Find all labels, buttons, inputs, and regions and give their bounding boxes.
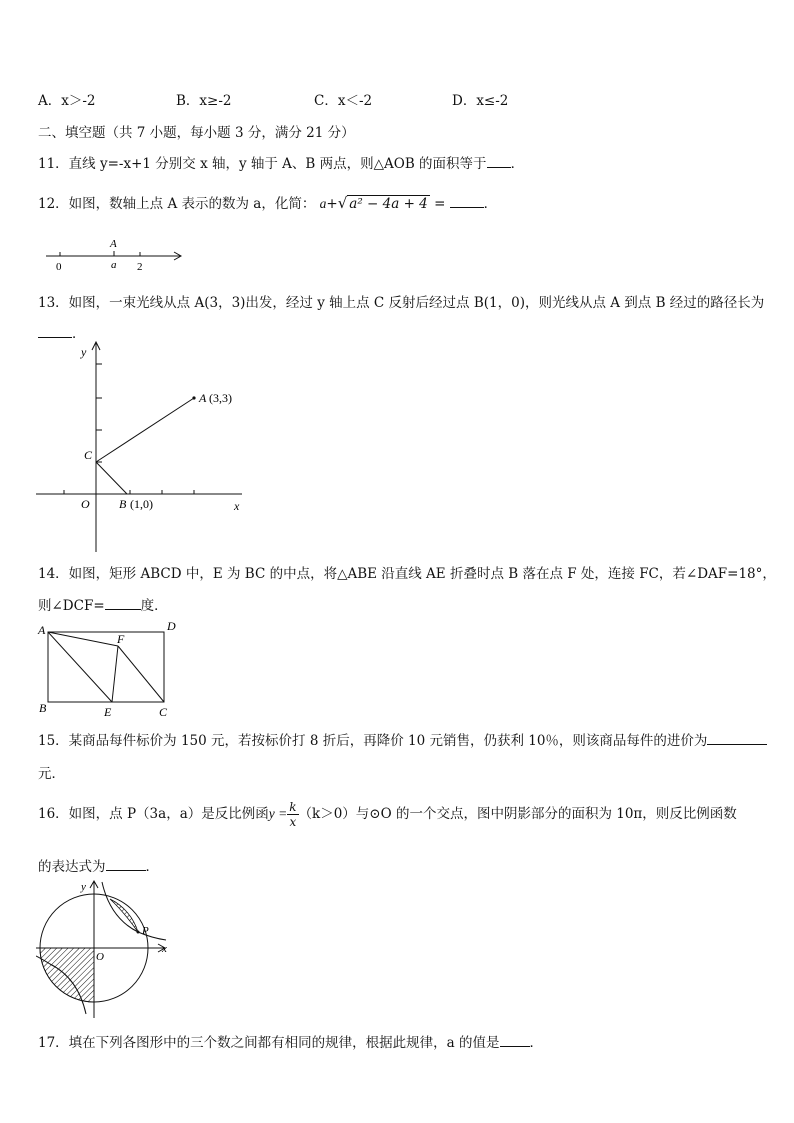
question-16 xyxy=(38,800,737,829)
origin-label: O xyxy=(81,497,90,511)
question-11-end: ． xyxy=(510,156,525,172)
expr-eq: = xyxy=(434,196,446,212)
answer-blank xyxy=(707,732,767,745)
point-p-label: P xyxy=(142,925,149,937)
y-axis-label: y xyxy=(81,881,86,893)
option-d: D．x≤-2 xyxy=(452,93,509,109)
rectangle-figure xyxy=(36,620,186,720)
fraction-k-over-x xyxy=(287,800,298,829)
vertex-b-label: B xyxy=(39,701,47,715)
point-a-coord: (3,3) xyxy=(209,391,232,405)
point-b-coord: (1,0) xyxy=(130,497,153,511)
question-16-text: 16．如图，点 P（3a，a）是反比例函 xyxy=(38,806,269,822)
question-16-line2 xyxy=(38,855,159,875)
func-y: y = xyxy=(268,806,288,821)
question-17-text: 17．填在下列各图形中的三个数之间都有相同的规律，根据此规律，a 的值是 xyxy=(38,1035,500,1051)
point-a-label: A xyxy=(110,238,117,250)
question-14-text2-end: 度． xyxy=(140,598,168,614)
point-f-label: F xyxy=(117,632,125,646)
question-13-end: ． xyxy=(72,326,86,342)
question-11 xyxy=(38,152,524,172)
question-16-text-post: （k＞0）与⊙O 的一个交点，图中阴影部分的面积为 10π，则反比例函数 xyxy=(298,806,737,822)
vertex-d-label: D xyxy=(167,620,176,633)
answer-blank xyxy=(487,155,511,168)
question-16-text2: 的表达式为 xyxy=(38,859,106,875)
number-line-figure xyxy=(40,234,190,274)
point-c-label: C xyxy=(84,448,93,462)
tick-0-label: 0 xyxy=(56,261,62,273)
circle-hyperbola-figure xyxy=(36,878,172,1018)
answer-blank xyxy=(450,195,484,208)
expr-a: a xyxy=(319,196,327,211)
question-12-end: ． xyxy=(483,196,498,212)
expr-sqrt: a² − 4a + 4 xyxy=(349,196,428,212)
tick-2-label: 2 xyxy=(137,261,143,273)
question-14-text2: 则∠DCF= xyxy=(38,598,105,614)
point-e-label: E xyxy=(104,705,112,719)
origin-label: O xyxy=(96,951,104,963)
question-11-text: 11．直线 y=-x+1 分别交 x 轴，y 轴于 A、B 两点，则△AOB 的面积等于 xyxy=(38,156,487,172)
section-title: 二、填空题（共 7 小题，每小题 3 分，满分 21 分） xyxy=(38,125,355,141)
reflection-figure xyxy=(36,340,252,552)
frac-denominator: x xyxy=(289,815,297,829)
answer-blank xyxy=(105,597,141,610)
answer-blank xyxy=(38,325,72,338)
question-14 xyxy=(38,562,776,582)
option-c: C．x＜-2 xyxy=(314,93,373,109)
question-14-line2 xyxy=(38,594,168,614)
question-12 xyxy=(38,192,497,212)
question-15-text: 15．某商品每件标价为 150 元，若按标价打 8 折后，再降价 10 元销售，仍获利 10％，则该商品每件的进价为 xyxy=(38,733,708,749)
question-17 xyxy=(38,1031,543,1051)
x-axis-label: x xyxy=(234,499,240,513)
answer-blank xyxy=(106,858,146,871)
point-a-label: A xyxy=(199,391,207,405)
point-b-label: B xyxy=(119,497,127,511)
frac-numerator: k xyxy=(289,800,297,814)
question-13-line2 xyxy=(38,322,86,342)
sqrt-sign: √ xyxy=(337,194,348,212)
option-b: B．x≥-2 xyxy=(176,93,232,109)
question-12-text: 12．如图，数轴上点 A 表示的数为 a，化简： xyxy=(38,196,316,212)
option-a: A．x＞-2 xyxy=(38,93,96,109)
question-15-text2: 元． xyxy=(38,766,65,782)
question-15 xyxy=(38,729,767,749)
question-17-end: ． xyxy=(529,1035,544,1051)
vertex-c-label: C xyxy=(159,705,168,719)
answer-blank xyxy=(500,1034,530,1047)
expr-plus: + xyxy=(326,196,338,212)
tick-a-label: a xyxy=(111,259,117,271)
x-axis-label: x xyxy=(162,943,167,955)
question-14-text: 14．如图，矩形 ABCD 中，E 为 BC 的中点，将△ABE 沿直线 AE 折叠时点 B 落在点 F 处，连接 FC，若∠DAF=18°， xyxy=(38,566,776,582)
question-13 xyxy=(38,291,764,311)
y-axis-label: y xyxy=(81,345,87,359)
question-16-end: ． xyxy=(145,859,159,875)
question-13-text: 13．如图，一束光线从点 A(3，3)出发，经过 y 轴上点 C 反射后经过点 B(1，0)，则光线从点 A 到点 B 经过的路径长为 xyxy=(38,295,765,311)
vertex-a-label: A xyxy=(38,623,46,637)
question-15-line2 xyxy=(38,762,65,782)
